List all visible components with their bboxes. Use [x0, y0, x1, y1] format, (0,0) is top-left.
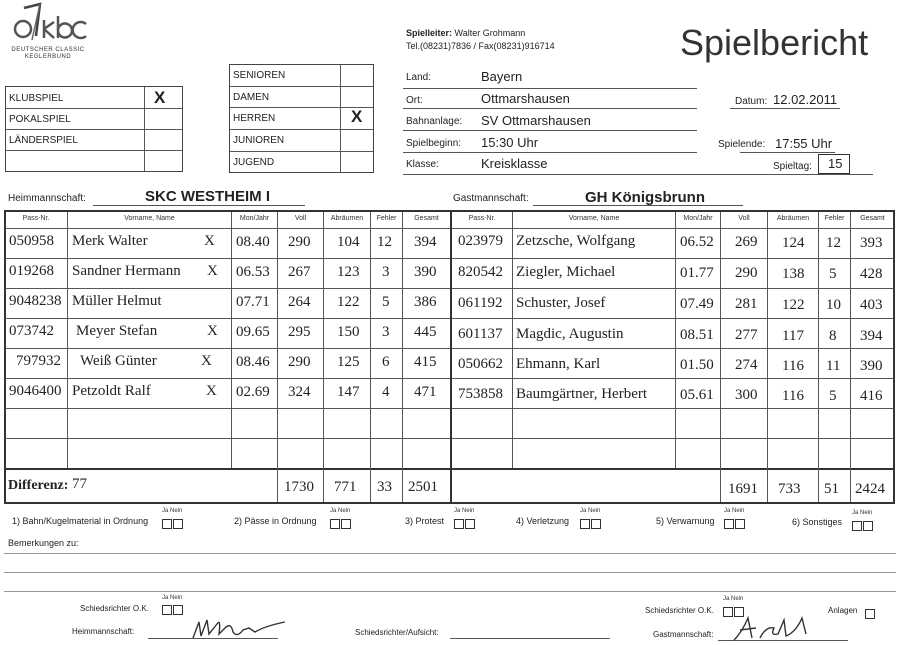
- klasse-label: Klasse:: [406, 159, 439, 170]
- home-voll: 267: [288, 264, 311, 280]
- home-total-gesamt: 2501: [408, 479, 438, 495]
- guest-col-fehler: Fehler: [824, 215, 845, 222]
- home-voll: 324: [288, 384, 311, 400]
- nein-checkbox[interactable]: [173, 519, 183, 529]
- herren-mark: X: [351, 107, 363, 126]
- guest-abr: 116: [782, 388, 804, 404]
- guest-pass: 601137: [458, 326, 503, 342]
- checkbox-pair-5: [723, 515, 745, 533]
- guest-abr: 122: [782, 297, 805, 313]
- nein-checkbox[interactable]: [735, 519, 745, 529]
- nein-label: Nein: [170, 595, 183, 601]
- home-pass: 073742: [9, 323, 54, 339]
- home-team-label: Heimmannschaft:: [8, 193, 86, 204]
- home-fehler: 4: [382, 384, 390, 400]
- home-col-name: Vorname, Name: [124, 215, 175, 222]
- bahnanlage-value: SV Ottmarshausen: [481, 113, 591, 128]
- guest-voll: 300: [735, 387, 758, 403]
- guest-col-voll: Voll: [738, 215, 750, 222]
- home-col-gesamt: Gesamt: [414, 215, 439, 222]
- schiri-ok-label-left: Schiedsrichter O.K.: [80, 604, 149, 613]
- guest-gesamt: 428: [860, 266, 883, 282]
- guest-col-pass: Pass-Nr.: [468, 215, 496, 222]
- match-type-box: [5, 86, 183, 172]
- home-abr: 123: [337, 264, 360, 280]
- damen-label: DAMEN: [233, 92, 270, 103]
- logo-org-line1: DEUTSCHER CLASSIC: [11, 47, 85, 53]
- check-label-5: 5) Verwarnung: [656, 516, 715, 526]
- home-gesamt: 415: [414, 354, 437, 370]
- guest-voll: 274: [735, 357, 758, 373]
- spielende-value: 17:55 Uhr: [775, 136, 833, 151]
- ja-nein-6: [852, 510, 872, 516]
- guest-total-gesamt: 2424: [855, 481, 885, 497]
- home-name: Meyer Stefan: [76, 323, 158, 339]
- klasse-value: Kreisklasse: [481, 156, 548, 171]
- home-abr: 122: [337, 294, 360, 310]
- guest-total-voll: 1691: [728, 481, 758, 497]
- gast-sign-label: Gastmannschaft:: [653, 630, 714, 639]
- ja-checkbox[interactable]: [330, 519, 340, 529]
- guest-fehler: 5: [829, 266, 837, 282]
- home-mon: 02.69: [236, 384, 270, 400]
- ja-nein-schiri-right: [723, 596, 743, 602]
- guest-name: Baumgärtner, Herbert: [516, 386, 648, 402]
- junioren-label: JUNIOREN: [233, 135, 285, 146]
- datum-value: 12.02.2011: [773, 92, 838, 107]
- home-pass: 050958: [9, 233, 54, 249]
- guest-total-fehler: 51: [824, 481, 839, 497]
- guest-name: Magdic, Augustin: [516, 326, 624, 342]
- check-label-2: 2) Pässe in Ordnung: [234, 516, 317, 526]
- home-col-fehler: Fehler: [376, 215, 397, 222]
- home-total-abr: 771: [334, 479, 357, 495]
- guest-pass: 753858: [458, 386, 503, 402]
- home-mon: 08.46: [236, 354, 270, 370]
- check-label-3: 3) Protest: [405, 516, 445, 526]
- anlagen-checkbox-wrap: [864, 605, 875, 623]
- spielende-label: Spielende:: [718, 139, 766, 150]
- home-gesamt: 390: [414, 264, 437, 280]
- spieltag-value: 15: [828, 156, 843, 171]
- home-abr: 104: [337, 234, 360, 250]
- guest-pass: 061192: [458, 295, 503, 311]
- home-col-pass: Pass-Nr.: [22, 215, 50, 222]
- spielbeginn-label: Spielbeginn:: [406, 138, 462, 149]
- guest-abr: 124: [782, 235, 805, 251]
- guest-name: Ziegler, Michael: [516, 264, 616, 280]
- home-x: X: [204, 233, 215, 249]
- nein-label: Nein: [731, 596, 744, 602]
- dkbc-logo: [6, 2, 90, 58]
- home-fehler: 5: [382, 294, 390, 310]
- nein-label: Nein: [588, 508, 601, 514]
- home-fehler: 6: [382, 354, 390, 370]
- guest-fehler: 11: [826, 358, 841, 374]
- home-x: X: [201, 353, 212, 369]
- guest-gesamt: 390: [860, 358, 883, 374]
- home-name: Weiß Günter: [80, 353, 157, 369]
- ja-label: Ja: [580, 508, 587, 514]
- nein-label: Nein: [462, 508, 475, 514]
- logo-org-line2: KEGLERBUND: [24, 54, 72, 60]
- home-voll: 290: [288, 234, 311, 250]
- nein-checkbox[interactable]: [863, 521, 873, 531]
- home-x: X: [207, 323, 218, 339]
- contact-line: Tel.(08231)7836 / Fax(08231)916714: [406, 41, 555, 51]
- checkbox-pair-1: [161, 515, 183, 533]
- remarks-label: Bemerkungen zu:: [8, 538, 79, 548]
- guest-fehler: 12: [826, 235, 841, 251]
- nein-label: Nein: [860, 510, 873, 516]
- ja-nein-2: [330, 508, 350, 514]
- ja-label: Ja: [724, 508, 731, 514]
- nein-label: Nein: [338, 508, 351, 514]
- klubspiel-label: KLUBSPIEL: [9, 93, 64, 104]
- page-title: Spielbericht: [680, 22, 869, 63]
- ja-label: Ja: [330, 508, 337, 514]
- home-mon: 09.65: [236, 324, 270, 340]
- checkbox-pair-3: [453, 515, 475, 533]
- ja-checkbox[interactable]: [454, 519, 464, 529]
- heim-sign-label: Heimmannschaft:: [72, 627, 135, 636]
- home-name: Sandner Hermann: [72, 263, 181, 279]
- guest-name: Ehmann, Karl: [516, 356, 601, 372]
- home-x: X: [206, 383, 217, 399]
- schiri-ok-checkboxes-left: [161, 601, 183, 619]
- klubspiel-mark: X: [154, 88, 166, 107]
- home-pass: 9046400: [9, 383, 62, 399]
- guest-gesamt: 416: [860, 388, 883, 404]
- home-voll: 290: [288, 354, 311, 370]
- guest-voll: 290: [735, 265, 758, 281]
- home-abr: 147: [337, 384, 360, 400]
- home-name: Merk Walter: [72, 233, 148, 249]
- logo-mark: [6, 2, 90, 42]
- bahnanlage-label: Bahnanlage:: [406, 116, 463, 127]
- diff-label: Differenz:: [8, 478, 69, 493]
- guest-pass: 050662: [458, 356, 503, 372]
- senioren-label: SENIOREN: [233, 70, 286, 81]
- guest-voll: 269: [735, 234, 758, 250]
- home-voll: 295: [288, 324, 311, 340]
- home-abr: 150: [337, 324, 360, 340]
- nein-checkbox[interactable]: [173, 605, 183, 615]
- guest-mon: 05.61: [680, 387, 714, 403]
- pokalspiel-label: POKALSPIEL: [9, 114, 71, 125]
- home-fehler: 12: [377, 234, 392, 250]
- home-mon: 08.40: [236, 234, 270, 250]
- home-total-voll: 1730: [284, 479, 314, 495]
- home-gesamt: 471: [414, 384, 437, 400]
- anlagen-label: Anlagen: [828, 606, 858, 615]
- ja-label: Ja: [162, 595, 169, 601]
- guest-col-name: Vorname, Name: [568, 215, 620, 222]
- home-signature: [185, 612, 295, 642]
- ja-label: Ja: [852, 510, 859, 516]
- home-name: Müller Helmut: [72, 293, 162, 309]
- home-x: X: [207, 263, 218, 279]
- guest-mon: 08.51: [680, 327, 714, 343]
- home-team-value: SKC WESTHEIM I: [145, 188, 271, 205]
- guest-gesamt: 393: [860, 235, 883, 251]
- guest-total-abr: 733: [778, 481, 801, 497]
- guest-voll: 281: [735, 296, 758, 312]
- home-total-fehler: 33: [377, 479, 392, 495]
- check-label-1: 1) Bahn/Kugelmaterial in Ordnung: [12, 516, 149, 526]
- ja-label: Ja: [454, 508, 461, 514]
- spielleiter-label: Spielleiter:: [406, 28, 453, 38]
- home-pass: 9048238: [9, 293, 62, 309]
- home-voll: 264: [288, 294, 311, 310]
- checkbox-pair-4: [579, 515, 601, 533]
- home-gesamt: 394: [414, 234, 437, 250]
- nein-checkbox[interactable]: [465, 519, 475, 529]
- guest-name: Zetzsche, Wolfgang: [516, 233, 636, 249]
- ja-checkbox[interactable]: [162, 605, 172, 615]
- guest-team-label: Gastmannschaft:: [453, 193, 529, 204]
- guest-abr: 138: [782, 266, 805, 282]
- guest-abr: 117: [782, 328, 804, 344]
- ort-label: Ort:: [406, 95, 423, 106]
- schiri-aufsicht-label: Schiedsrichter/Aufsicht:: [355, 628, 439, 637]
- home-mon: 07.71: [236, 294, 270, 310]
- diff-value: 77: [72, 476, 87, 492]
- nein-label: Nein: [732, 508, 745, 514]
- home-col-voll: Voll: [294, 215, 307, 222]
- spieltag-label: Spieltag:: [773, 161, 812, 172]
- guest-mon: 01.50: [680, 357, 714, 373]
- ja-label: Ja: [162, 508, 169, 514]
- land-value: Bayern: [481, 69, 523, 84]
- home-gesamt: 386: [414, 294, 437, 310]
- ort-value: Ottmarshausen: [481, 91, 570, 106]
- guest-fehler: 8: [829, 328, 837, 344]
- home-name: Petzoldt Ralf: [72, 383, 151, 399]
- anlagen-checkbox[interactable]: [865, 609, 875, 619]
- datum-label: Datum:: [735, 96, 768, 107]
- ja-label: Ja: [723, 596, 730, 602]
- ja-checkbox[interactable]: [852, 521, 862, 531]
- guest-mon: 06.52: [680, 234, 714, 250]
- checkbox-pair-2: [329, 515, 351, 533]
- home-col-abr: Abräumen: [330, 215, 364, 222]
- home-abr: 125: [337, 354, 360, 370]
- spielleiter-line: [406, 28, 525, 38]
- guest-pass: 820542: [458, 264, 503, 280]
- spielleiter-value: Walter Grohmann: [454, 28, 526, 38]
- ja-nein-1: [162, 508, 182, 514]
- ja-nein-5: [724, 508, 744, 514]
- home-pass: 019268: [9, 263, 54, 279]
- ja-checkbox[interactable]: [724, 519, 734, 529]
- home-fehler: 3: [382, 324, 390, 340]
- jugend-label: JUGEND: [233, 157, 275, 168]
- guest-pass: 023979: [458, 233, 503, 249]
- check-label-6: 6) Sonstiges: [792, 517, 843, 527]
- guest-mon: 01.77: [680, 265, 714, 281]
- spielbeginn-value: 15:30 Uhr: [481, 135, 539, 150]
- ja-nein-4: [580, 508, 600, 514]
- ja-checkbox[interactable]: [580, 519, 590, 529]
- nein-checkbox[interactable]: [591, 519, 601, 529]
- guest-mon: 07.49: [680, 296, 714, 312]
- guest-team-value: GH Königsbrunn: [585, 189, 705, 206]
- laenderspiel-label: LÄNDERSPIEL: [9, 135, 78, 146]
- category-box: [229, 64, 374, 173]
- guest-gesamt: 403: [860, 297, 883, 313]
- nein-checkbox[interactable]: [341, 519, 351, 529]
- home-fehler: 3: [382, 264, 390, 280]
- home-mon: 06.53: [236, 264, 270, 280]
- land-label: Land:: [406, 72, 432, 83]
- guest-signature: [730, 612, 830, 644]
- schiri-ok-label-right: Schiedsrichter O.K.: [645, 606, 714, 615]
- ja-checkbox[interactable]: [162, 519, 172, 529]
- guest-fehler: 10: [826, 297, 841, 313]
- home-pass: 797932: [16, 353, 61, 369]
- guest-gesamt: 394: [860, 328, 883, 344]
- guest-col-mon: Mon/Jahr: [683, 215, 713, 222]
- guest-voll: 277: [735, 327, 758, 343]
- home-gesamt: 445: [414, 324, 437, 340]
- ja-nein-3: [454, 508, 474, 514]
- home-col-mon: Mon/Jahr: [239, 215, 270, 222]
- guest-col-abr: Abräumen: [776, 215, 810, 222]
- guest-fehler: 5: [829, 388, 837, 404]
- guest-abr: 116: [782, 358, 804, 374]
- herren-label: HERREN: [233, 113, 276, 124]
- guest-name: Schuster, Josef: [516, 295, 606, 311]
- checkbox-pair-6: [851, 517, 873, 535]
- check-label-4: 4) Verletzung: [516, 516, 570, 526]
- nein-label: Nein: [170, 508, 183, 514]
- guest-col-gesamt: Gesamt: [860, 215, 885, 222]
